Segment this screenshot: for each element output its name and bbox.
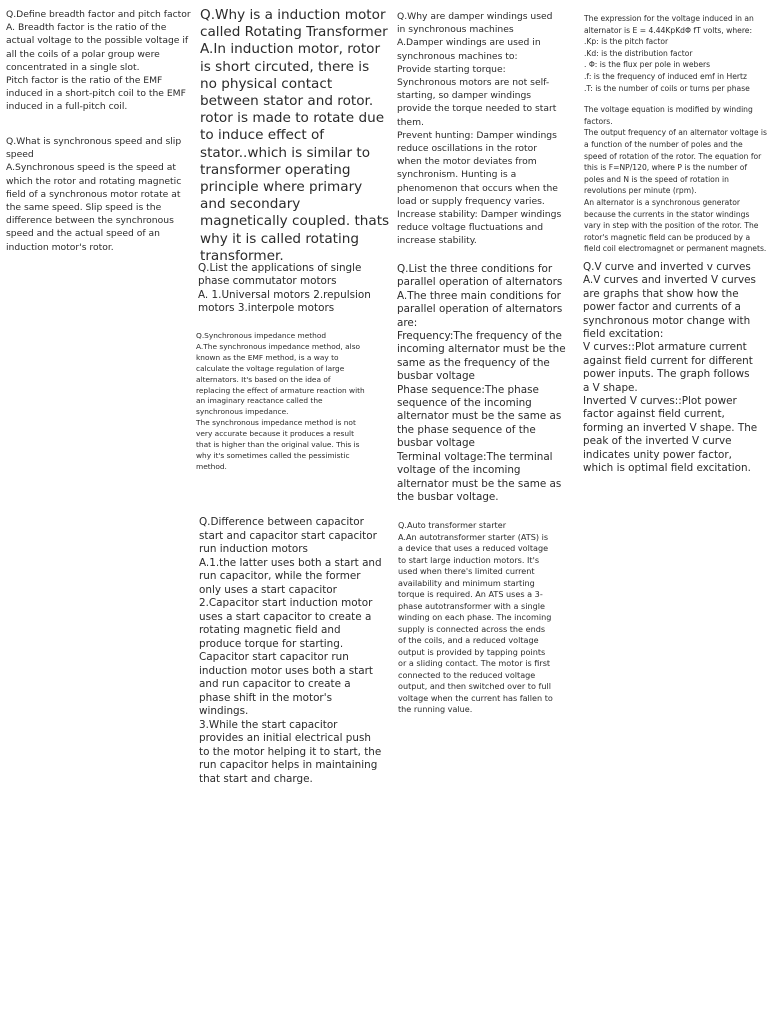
answer-text: A.1.the latter uses both a start and run capacitor, while the former only uses a start capacitor bbox=[199, 556, 385, 596]
answer-text: The expression for the voltage induced in an alternator is E = 4.44KpKdΦ fT volts, where: bbox=[584, 14, 757, 35]
answer-text: A.Damper windings are used in synchronous machines to: bbox=[397, 37, 544, 62]
answer-text: 2.Capacitor start induction motor uses a start capacitor to create a rotating magnetic field and produce torque for starting. bbox=[199, 597, 376, 650]
answer-text: A.The three main conditions for parallel operation of alternators are: bbox=[397, 289, 566, 329]
note-emf-equation bbox=[584, 13, 768, 255]
list-item: .Kp: is the pitch factor bbox=[584, 37, 669, 47]
list-item: .T: is the number of coils or turns per phase bbox=[584, 83, 750, 93]
answer-text: Phase sequence:The phase sequence of the incoming alternator must be the same as the phase sequence of the busbar voltage bbox=[397, 383, 565, 450]
answer-text: Inverted V curves::Plot power factor against field current, forming an inverted V shape. The peak of the inverted V curve indicates unity power factor, which is optimal field excitation. bbox=[583, 395, 761, 475]
question-text: Q.List the applications of single phase commutator motors bbox=[198, 262, 365, 288]
answer-text: Terminal voltage:The terminal voltage of the incoming alternator must be the same as the busbar voltage. bbox=[397, 450, 565, 503]
answer-text: Pitch factor is the ratio of the EMF induced in a short-pitch coil to the EMF induced in a full-pitch coil. bbox=[6, 75, 189, 113]
answer-text: A. Breadth factor is the ratio of the actual voltage to the possible voltage if all the coils of a polar group were concentrated in a single slot. bbox=[6, 22, 192, 73]
note-damper-windings bbox=[397, 10, 565, 248]
question-text: Q.Synchronous impedance method bbox=[196, 331, 327, 340]
answer-text: Prevent hunting: Damper windings reduce oscillations in the rotor when the motor deviates from synchronism. Hunting is a phenomenon that occurs when the load or supply frequency varies. bbox=[397, 129, 561, 207]
answer-text: The voltage equation is modified by winding factors. bbox=[584, 105, 756, 126]
question-text: Q.Difference between capacitor start and capacitor start capacitor run induction motors bbox=[199, 516, 381, 555]
answer-text: The output frequency of an alternator voltage is a function of the number of poles and the speed of rotation of the rotor. The equation for this is F=NP/120, where P is the number of poles and N is the speed of rotation in revolutions per minute (rpm). bbox=[584, 128, 767, 196]
question-answer-text: Q.Why is a induction motor called Rotating Transformer A.In induction motor, rotor is short circuted, there is no physical contact between stator and rotor. rotor is made to rotate due to induce effect of stator..which is similar to transformer operating principle where primary and secondary magnetically coupled. thats why it is called rotating transformer. bbox=[200, 7, 394, 264]
spacer bbox=[584, 94, 768, 104]
question-text: Q.V curve and inverted v curves bbox=[583, 261, 751, 273]
answer-text: A.An autotransformer starter (ATS) is a device that uses a reduced voltage to start large induction motors. It's used when there's limited current availability and minimum starting torque is required. An ATS uses a 3-phase autotransformer with a single winding on each phase. The incoming supply is connected across the ends of the coils, and a reduced voltage output is provided by tapping points or a sliding contact. The motor is first connected to the reduced voltage output, and then switched over to full voltage when the current has fallen to the running value. bbox=[398, 531, 556, 714]
answer-text: V curves::Plot armature current against field current for different power inputs. The graph follows a V shape. bbox=[583, 341, 757, 394]
list-item: .f: is the frequency of induced emf in Hertz bbox=[584, 71, 747, 81]
answer-text: Frequency:The frequency of the incoming alternator must be the same as the frequency of the busbar voltage bbox=[397, 330, 569, 383]
answer-text: A.V curves and inverted V curves are graphs that show how the power factor and currents of a synchronous motor change with field excitation: bbox=[583, 274, 760, 341]
question-text: Q.Define breadth factor and pitch factor bbox=[6, 9, 191, 20]
note-synchronous-slip-speed bbox=[6, 135, 196, 254]
note-capacitor-motors bbox=[199, 516, 385, 786]
question-text: Q.Why are damper windings used in synchronous machines bbox=[397, 11, 556, 36]
answer-text: A. 1.Universal motors 2.repulsion motors 3.interpole motors bbox=[198, 288, 375, 315]
list-item: .Kd: is the distribution factor bbox=[584, 48, 693, 58]
list-item: . Φ: is the flux per pole in webers bbox=[584, 60, 711, 70]
answer-text: The synchronous impedance method is not very accurate because it produces a result that is higher than the original value. This is why it's sometimes called the pessimistic method. bbox=[196, 418, 362, 471]
note-parallel-operation bbox=[397, 263, 569, 504]
note-breadth-pitch bbox=[6, 8, 196, 114]
answer-text: Capacitor start capacitor run induction motor uses both a start and run capacitor to create a phase shift in the motor's windings. bbox=[199, 651, 377, 717]
note-autotransformer-starter bbox=[398, 520, 554, 716]
note-v-curves bbox=[583, 261, 761, 476]
answer-text: 3.While the start capacitor provides an initial electrical push to the motor helping it to start, the run capacitor helps in maintaining that start and charge. bbox=[199, 718, 385, 785]
note-synchronous-impedance bbox=[196, 331, 366, 473]
note-rotating-transformer bbox=[200, 7, 394, 265]
answer-text: Provide starting torque: Synchronous motors are not self-starting, so damper windings provide the torque needed to start them. bbox=[397, 63, 560, 128]
answer-text: A.Synchronous speed is the speed at which the rotor and rotating magnetic field of a synchronous motor rotate at the same speed. Slip speed is the difference between the synchronous speed and the actual speed of an induction motor's rotor. bbox=[6, 162, 185, 253]
answer-text: An alternator is a synchronous generator because the currents in the stator windings vary in step with the position of the rotor. The rotor's magnetic field can be produced by a field coil electromagnet or permanent magnets. bbox=[584, 197, 767, 254]
answer-text: Increase stability: Damper windings reduce voltage fluctuations and increase stability. bbox=[397, 209, 565, 247]
note-commutator-motors bbox=[198, 262, 373, 316]
answer-text: A.The synchronous impedance method, also known as the EMF method, is a way to calculate the voltage regulation of large alternators. It's based on the idea of replacing the effect of armature reaction with an imaginary reactance called the synchronous impedance. bbox=[196, 341, 368, 417]
question-text: Q.What is synchronous speed and slip speed bbox=[6, 136, 185, 161]
question-text: Q.List the three conditions for parallel operation of alternators bbox=[397, 263, 563, 289]
question-text: Q.Auto transformer starter bbox=[398, 520, 507, 530]
